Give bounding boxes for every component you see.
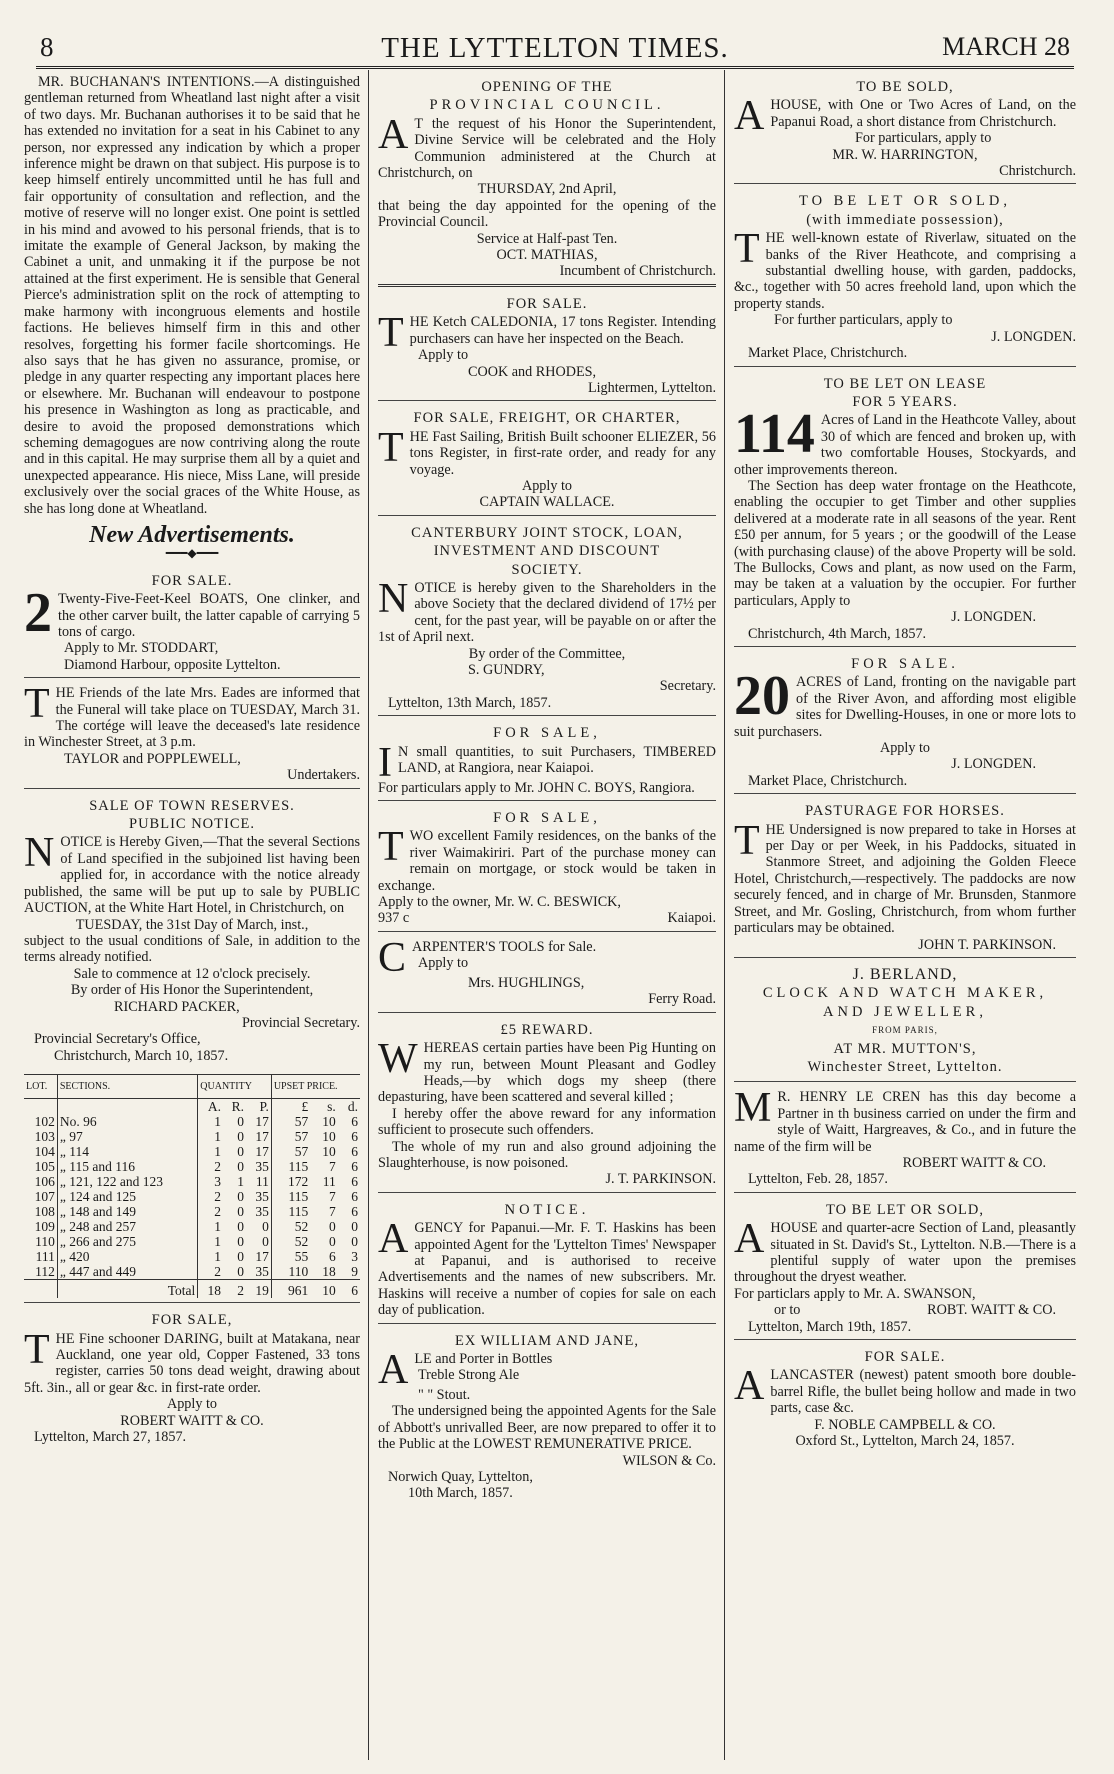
lots-table xyxy=(24,1074,360,1298)
table-cell: 17 xyxy=(255,1144,269,1160)
ad-funeral xyxy=(24,682,360,788)
ad-reward xyxy=(378,1017,716,1193)
ad-name: Mrs. HUGHLINGS, xyxy=(468,974,585,991)
ad-signer: S. GUNDRY, xyxy=(468,662,545,678)
ad-heading: £5 REWARD. xyxy=(500,1021,594,1038)
ad-signer: OCT. MATHIAS, xyxy=(496,247,598,264)
ad-firm: F. NOBLE CAMPBELL & CO. xyxy=(814,1416,996,1433)
ad-signer-title: Secretary. xyxy=(659,678,716,695)
ad-place: Market Place, Christchurch. xyxy=(748,345,908,362)
table-cell: 172 xyxy=(271,1174,310,1189)
ad-body-3: The whole of my run and also ground adjoining the Slaughterhouse, is now poisoned. xyxy=(378,1138,716,1171)
ad-lease xyxy=(734,371,1076,648)
table-cell: 6 xyxy=(351,1159,358,1175)
total-label: Total xyxy=(57,1280,197,1299)
table-cell: 0 xyxy=(328,1234,336,1250)
ad-body: HE Undersigned is now prepared to take in Horses at per Day or per Week, in his Paddocks, situated in Stanmore Street, and adjoining the Golden Fleece Hotel, Christchurch,—respectively. The paddocks are now securely fenced, and in charge of Mr. Brunsden, Stanmore Street, and Mr. Gosling, Christchurch, from whom further particulars may be obtained. xyxy=(734,821,1076,937)
dropcap: T xyxy=(378,310,404,357)
issue-date: MARCH 28 xyxy=(942,32,1070,61)
ad-name: J. LONGDEN. xyxy=(951,756,1036,773)
ad-place: Market Place, Christchurch. xyxy=(748,772,908,789)
dropcap: A xyxy=(378,1347,409,1393)
table-cell: 52 xyxy=(271,1219,310,1234)
ad-heading: CANTERBURY JOINT STOCK, LOAN, xyxy=(411,524,683,541)
table-cell: 2 xyxy=(223,1280,246,1299)
table-cell: 0 xyxy=(237,1159,245,1175)
dropcap: 20 xyxy=(734,665,790,728)
ad-date: Lyttelton, March 27, 1857. xyxy=(34,1429,187,1445)
dropcap: M xyxy=(734,1085,772,1132)
table-cell: „ 124 and 125 xyxy=(57,1189,197,1204)
column-divider xyxy=(368,70,369,1760)
dropcap: 114 xyxy=(734,403,815,466)
ad-heading: OPENING OF THE xyxy=(481,79,613,95)
table-cell: „ 248 and 257 xyxy=(57,1219,197,1234)
ad-place: Christchurch. xyxy=(999,163,1076,180)
ad-boats xyxy=(24,568,360,678)
table-cell: 0 xyxy=(237,1219,245,1235)
table-cell: 0 xyxy=(237,1189,245,1205)
ad-apply: For particulars apply to Mr. JOHN C. BOYS, Rangiora. xyxy=(378,779,695,796)
ad-heading: INVESTMENT AND DISCOUNT xyxy=(433,543,661,560)
ad-eliezer xyxy=(378,405,716,515)
ad-pasturage xyxy=(734,798,1076,958)
ad-body-2: The Section has deep water frontage on the Heathcote, enabling the occupier to get Timber and other supplies delivered at a moderate rate in all seasons of the year. Rent £50 per annum, for 5 years ; or the goodwill of the Lease (with purchasing clause) of the above Property will be sold. The Bullocks, Cows and plant, as now used on the Farm, may be taken at a valuation by the occupier. For further particulars, Apply to xyxy=(734,477,1076,609)
ad-firm: COOK and RHODES, xyxy=(468,363,597,380)
dropcap: T xyxy=(24,681,50,728)
ad-heading: FOR SALE, xyxy=(493,810,601,827)
table-cell: 3 xyxy=(351,1249,358,1265)
unit-label: P. xyxy=(259,1099,269,1115)
ad-riverlaw xyxy=(734,188,1076,366)
ad-apply: For particlars apply to Mr. A. SWANSON, xyxy=(734,1285,976,1302)
ad-line: LE and Porter in Bottles xyxy=(414,1351,553,1367)
ad-rifle xyxy=(734,1344,1076,1453)
table-cell: 35 xyxy=(255,1159,269,1175)
page-number: 8 xyxy=(40,32,54,62)
ad-name: MR. W. HARRINGTON, xyxy=(832,146,978,163)
ad-apply: Apply to xyxy=(418,347,469,364)
table-row xyxy=(24,1129,360,1144)
ad-body: HEREAS certain parties have been Pig Hunting on my run, between Mount Pleasant and Godley Heads,—by which dogs my sheep (there depasturing, have been scattered and several killed ; xyxy=(378,1040,716,1106)
ad-heading: J. BERLAND, xyxy=(852,965,958,983)
table-cell: 17 xyxy=(255,1129,269,1145)
ad-heading: FOR SALE, xyxy=(493,725,601,742)
table-cell: 6 xyxy=(351,1144,358,1160)
table-row xyxy=(24,1219,360,1234)
ad-body: Twenty-Five-Feet-Keel BOATS, One clinker, and the other carver built, the latter capable of carrying 5 tons of cargo. xyxy=(58,591,360,640)
table-cell: 10 xyxy=(322,1129,336,1145)
table-cell: 2 xyxy=(198,1264,223,1280)
table-cell: 1 xyxy=(198,1129,223,1144)
dropcap: T xyxy=(378,424,404,471)
table-cell: 57 xyxy=(271,1144,310,1159)
table-cell: 18 xyxy=(322,1264,336,1280)
table-cell: 111 xyxy=(35,1249,55,1265)
dropcap: C xyxy=(378,934,407,981)
ad-town-reserves xyxy=(24,793,360,1304)
unit-label: d. xyxy=(347,1099,358,1115)
table-cell: 106 xyxy=(34,1174,55,1190)
ad-notice-papanui xyxy=(378,1197,716,1324)
lots-table-body xyxy=(24,1114,360,1280)
table-cell: 0 xyxy=(237,1264,245,1280)
table-cell: 35 xyxy=(255,1264,269,1280)
article-title: MR. BUCHANAN'S INTENTIONS. xyxy=(38,74,255,90)
table-cell: 0 xyxy=(262,1234,269,1250)
ad-apply: Apply to xyxy=(521,477,573,494)
table-cell: 0 xyxy=(237,1249,245,1265)
ad-body: N small quantities, to suit Purchasers, TIMBERED LAND, at Rangiora, near Kaiapoi. xyxy=(398,743,716,777)
ad-subheading: (with immediate possession), xyxy=(806,211,1004,228)
table-cell: 1 xyxy=(198,1249,223,1264)
ad-body: R. HENRY LE CREN has this day become a Partner in th business carried on under the firm and style of Waitt, Hargreaves, & Co., and in future the name of the firm will be xyxy=(734,1089,1076,1155)
ad-apply: Apply to xyxy=(418,955,469,972)
table-cell: 17 xyxy=(255,1249,269,1265)
ad-body: ACRES of Land, fronting on the navigable part of the River Avon, and affording most eligible sites for Dwelling-Houses, in one or more lots to suit purchasers. xyxy=(734,674,1076,740)
table-cell: 7 xyxy=(328,1189,336,1205)
table-cell: 6 xyxy=(328,1249,336,1265)
column-2 xyxy=(378,74,716,1510)
table-cell: 110 xyxy=(271,1264,310,1280)
table-cell: 115 xyxy=(271,1204,310,1219)
ad-heading: PROVINCIAL COUNCIL. xyxy=(429,97,665,114)
table-cell: 3 xyxy=(198,1174,223,1189)
ad-date-line: TUESDAY, the 31st Day of March, inst., xyxy=(75,916,309,933)
masthead-rule xyxy=(36,66,1074,69)
table-cell: „ 115 and 116 xyxy=(57,1159,197,1174)
table-cell: 105 xyxy=(34,1159,55,1175)
ad-line: Treble Strong Ale xyxy=(418,1367,520,1384)
table-cell: 0 xyxy=(237,1234,245,1250)
dropcap: A xyxy=(378,111,409,158)
dropcap: A xyxy=(734,1363,765,1410)
table-cell: 0 xyxy=(351,1219,358,1235)
table-cell: 0 xyxy=(328,1219,336,1235)
ad-place: Oxford St., Lyttelton, March 24, 1857. xyxy=(795,1433,1015,1450)
ad-avon-land xyxy=(734,651,1076,794)
table-cell: 10 xyxy=(322,1114,336,1130)
ad-body: HE Ketch CALEDONIA, 17 tons Register. Intending purchasers can have her inspected on the Beach. xyxy=(409,314,716,347)
ad-signer-title: Provincial Secretary. xyxy=(241,1014,360,1031)
ad-heading: TO BE LET OR SOLD, xyxy=(825,1201,985,1218)
table-cell: 961 xyxy=(271,1280,310,1299)
ad-place: Norwich Quay, Lyttelton, xyxy=(388,1469,533,1486)
table-cell: 1 xyxy=(237,1174,245,1190)
ad-line: " " Stout. xyxy=(418,1387,471,1403)
table-cell: 115 xyxy=(271,1159,310,1174)
ad-name: J. LONGDEN. xyxy=(951,609,1036,626)
table-cell: 11 xyxy=(255,1174,269,1190)
ad-heading: FOR SALE, FREIGHT, OR CHARTER, xyxy=(413,410,681,427)
table-cell: 107 xyxy=(34,1189,55,1205)
ad-body: OTICE is Hereby Given,—That the several Sections of Land specified in the subjoined list having been applied for, in accordance with the notice already published, the same will be put up to sale by PUBLIC AUCTION, at the White Hart Hotel, in Christchurch, on xyxy=(24,834,360,917)
ad-body: WO excellent Family residences, on the banks of the river Waimakiriri. Part of the purchase money can remain on mortgage, or stock would be taken in exchange. xyxy=(378,828,716,894)
ad-st-davids xyxy=(734,1197,1076,1340)
table-cell: 57 xyxy=(271,1129,310,1144)
ad-office-date: Christchurch, March 10, 1857. xyxy=(54,1047,229,1064)
table-row xyxy=(24,1144,360,1159)
ad-heading: FOR SALE. xyxy=(151,572,233,589)
unit-label: £ xyxy=(271,1099,310,1115)
ad-address: Diamond Harbour, opposite Lyttelton. xyxy=(64,656,281,673)
ad-residences xyxy=(378,805,716,932)
table-cell: 2 xyxy=(198,1189,223,1204)
ad-body: HE Fine schooner DARING, built at Matakana, near Auckland, one year old, Copper Fastened, 33 tons register, carries 50 tons dead weight, drawing about 5ft. 3in., all or gear &c. in first-rate order. xyxy=(24,1330,360,1396)
ad-body: ARPENTER'S TOOLS for Sale. xyxy=(412,938,597,955)
ad-body: OTICE is hereby given to the Shareholders in the above Society that the declared dividend of 17½ per cent, for the past year, will be payable on or after the 1st of April next. xyxy=(378,579,716,646)
table-cell: 35 xyxy=(255,1189,269,1205)
ad-daring xyxy=(24,1307,360,1449)
dropcap: I xyxy=(378,739,392,786)
ad-subheading: FOR 5 YEARS. xyxy=(852,393,958,410)
table-cell: 11 xyxy=(322,1174,336,1190)
ad-body: The undersigned being the appointed Agents for the Sale of Abbott's unrivalled Beer, are now prepared to offer it to the Public at the LOWEST REMUNERATIVE PRICE. xyxy=(378,1403,716,1453)
table-cell: 102 xyxy=(34,1114,55,1130)
ad-carpenter-tools xyxy=(378,936,716,1013)
table-row xyxy=(24,1174,360,1189)
table-row xyxy=(24,1234,360,1249)
ad-papanui-house xyxy=(734,74,1076,184)
table-cell: 2 xyxy=(198,1204,223,1219)
table-cell: 1 xyxy=(198,1234,223,1249)
dropcap: T xyxy=(734,226,760,273)
column-3 xyxy=(734,74,1076,1457)
dropcap: N xyxy=(378,575,409,622)
table-cell: 0 xyxy=(237,1144,245,1160)
ad-or: or to xyxy=(774,1302,801,1319)
table-cell: 35 xyxy=(255,1204,269,1220)
section-header: New Advertisements. xyxy=(89,521,295,548)
ad-signer: J. T. PARKINSON. xyxy=(605,1171,716,1188)
ad-body: HOUSE and quarter-acre Section of Land, pleasantly situated in St. David's St., Lyttelton. N.B.—There is a plentiful supply of water upon the premises throughout the dryest weather. xyxy=(734,1220,1076,1286)
ad-apply: Apply to xyxy=(166,1396,218,1413)
dropcap: T xyxy=(734,817,760,864)
ad-heading: TO BE SOLD, xyxy=(856,79,954,95)
table-row xyxy=(24,1204,360,1219)
ornament-divider: ━━━◆━━━ xyxy=(165,546,219,561)
table-cell: 0 xyxy=(351,1234,358,1250)
ad-signer-title: Incumbent of Christchurch. xyxy=(559,263,716,280)
unit-label: R. xyxy=(231,1099,245,1115)
table-cell: 9 xyxy=(351,1264,358,1280)
table-cell: „ 266 and 275 xyxy=(57,1234,197,1249)
ad-heading: SALE OF TOWN RESERVES. xyxy=(89,797,295,814)
unit-label: A. xyxy=(198,1099,223,1115)
table-cell: 2 xyxy=(198,1159,223,1174)
table-cell: 104 xyxy=(34,1144,55,1160)
table-row xyxy=(24,1264,360,1280)
total-row xyxy=(24,1280,360,1299)
masthead xyxy=(36,30,1074,66)
table-cell: 6 xyxy=(338,1280,360,1299)
unit-label: s. xyxy=(327,1099,336,1115)
table-cell: 18 xyxy=(198,1280,223,1299)
table-cell: 0 xyxy=(237,1114,245,1130)
dropcap: A xyxy=(734,1216,765,1263)
table-cell: 115 xyxy=(271,1189,310,1204)
column-1 xyxy=(24,74,360,1453)
ad-society xyxy=(378,520,716,716)
ad-heading: AND JEWELLER, xyxy=(823,1003,987,1020)
table-row xyxy=(24,1159,360,1174)
ad-heading: FOR SALE. xyxy=(864,1349,946,1366)
ad-service: Service at Half-past Ten. xyxy=(476,230,618,247)
ad-place: Winchester Street, Lyttelton. xyxy=(807,1058,1003,1075)
table-cell: 112 xyxy=(35,1264,55,1280)
table-cell: 1 xyxy=(198,1219,223,1234)
ad-place: Ferry Road. xyxy=(648,991,716,1008)
article-body: —A distinguished gentleman returned from Wheatland last night after a visit of two days. Mr. Buchanan authorises it to be said that he has extended no invitation for a seat in his Cabinet to any person, nor expressed any indication by which a proper inference might be drawn on that subject. His purpose is to keep himself entirely uncommitted until he has full and fair opportunity of consultation and reflection, and the motive of reserve will no longer exist. One point is settled in his mind and avowed to his personal friends, that is to imitate the example of General Jackson, by making the Cabinet a unit, and unmaking it if the purpose be not attained at the first experiment. He is sensible that General Pierce's administration split on the rock of attempting to make harmony with incongruous elements and hostile factions. He believes himself firm in this and other resolves, forgetting his former facile shortcomings. He also says that he has given no assurance, promise, or pledge in any quarter respecting any important places here or elsewhere. Mr. Buchanan will endeavour to postpone his presence in Washington as long as practicable, and desire to avoid the proposed demonstrations which scheming demagogues are now contriving along the route and in this capital. He may surprise them all by a quiet and unexpected appearance. His niece, Miss Lane, will preside exclusively over the social graces of the White House, as she has long done at Wheatland. xyxy=(24,74,360,517)
table-cell: 10 xyxy=(322,1144,336,1160)
ad-from: FROM PARIS, xyxy=(872,1025,938,1036)
ad-at: AT MR. MUTTON'S, xyxy=(833,1040,977,1057)
table-cell: 6 xyxy=(351,1114,358,1130)
newspaper-title: THE LYTTELTON TIMES. xyxy=(381,32,729,64)
ad-body: HE well-known estate of Riverlaw, situated on the banks of the River Heathcote, and comprising a substantial dwelling house, with garden, paddocks, &c., together with 50 acres freehold land, upon which the property stands. xyxy=(734,230,1076,312)
ad-berland xyxy=(734,962,1076,1082)
ad-apply: Apply to Mr. STODDART, xyxy=(64,640,219,657)
ad-apply: For further particulars, apply to xyxy=(774,312,953,329)
ad-firm: TAYLOR and POPPLEWELL, xyxy=(64,750,241,767)
ad-heading: PASTURAGE FOR HORSES. xyxy=(805,803,1005,820)
ad-subheading: PUBLIC NOTICE. xyxy=(129,816,255,833)
table-cell: „ 148 and 149 xyxy=(57,1204,197,1219)
table-cell: „ 447 and 449 xyxy=(57,1264,197,1280)
ad-date: Lyttelton, 13th March, 1857. xyxy=(388,694,552,711)
table-cell: 19 xyxy=(246,1280,271,1299)
table-cell: 52 xyxy=(271,1234,310,1249)
dropcap: 2 xyxy=(24,582,52,645)
table-cell: 6 xyxy=(351,1129,358,1145)
table-cell: 6 xyxy=(351,1189,358,1205)
table-cell: 7 xyxy=(328,1159,336,1175)
ad-apply: For particulars, apply to xyxy=(855,130,992,147)
table-cell: 55 xyxy=(271,1249,310,1264)
dropcap: A xyxy=(734,93,765,140)
ad-heading: TO BE LET OR SOLD, xyxy=(798,193,1012,210)
table-row xyxy=(24,1249,360,1264)
table-cell: No. 96 xyxy=(57,1114,197,1129)
dropcap: N xyxy=(24,830,55,877)
ad-role: Lightermen, Lyttelton. xyxy=(587,379,716,396)
column-header: LOT. xyxy=(24,1075,57,1099)
table-cell: 103 xyxy=(34,1129,55,1145)
column-header: UPSET PRICE. xyxy=(271,1075,360,1099)
table-cell: 108 xyxy=(34,1204,55,1220)
column-header: SECTIONS. xyxy=(57,1075,197,1099)
ad-caledonia xyxy=(378,291,716,401)
table-cell: 6 xyxy=(351,1174,358,1190)
ad-body-2: subject to the usual conditions of Sale, in addition to the terms already notified. xyxy=(24,932,360,966)
table-row xyxy=(24,1189,360,1204)
ad-ref: 937 c xyxy=(378,910,410,927)
ad-date: Christchurch, 4th March, 1857. xyxy=(748,625,927,642)
ad-body: LANCASTER (newest) patent smooth bore double-barrel Rifle, the bullet being hollow and made in two parts, case &c. xyxy=(770,1367,1076,1417)
ad-body-2: that being the day appointed for the opening of the Provincial Council. xyxy=(378,197,716,231)
ad-ale-porter xyxy=(378,1328,716,1506)
ad-body: HOUSE, with One or Two Acres of Land, on the Papanui Road, a short distance from Christchurch. xyxy=(770,97,1076,130)
ad-place: Kaiapoi. xyxy=(667,910,716,927)
table-cell: 1 xyxy=(198,1144,223,1159)
ad-order: By order of the Committee, xyxy=(468,645,626,662)
table-cell: 57 xyxy=(271,1114,310,1129)
table-cell: 6 xyxy=(351,1204,358,1220)
dropcap: T xyxy=(24,1326,50,1373)
ad-signer: JOHN T. PARKINSON. xyxy=(918,936,1056,953)
ad-heading: FOR SALE. xyxy=(506,295,588,312)
ad-body-2: I hereby offer the above reward for any information sufficient to prosecute such offenders. xyxy=(378,1105,716,1139)
article-buchanan xyxy=(24,74,360,517)
ad-order: By order of His Honor the Superintendent, xyxy=(70,982,314,999)
table-cell: 17 xyxy=(255,1114,269,1130)
ad-firm: ROBERT WAITT & CO. xyxy=(120,1412,264,1429)
ad-body: HE Friends of the late Mrs. Eades are informed that the Funeral will take place on TUESDAY, March 31. The cortége will leave the deceased's late residence in Winchester Street, at 3 p.m. xyxy=(24,685,360,751)
table-cell: 0 xyxy=(262,1219,269,1235)
ad-name: CAPTAIN WALLACE. xyxy=(479,494,615,511)
ad-heading: SOCIETY. xyxy=(511,561,583,578)
ad-heading: EX WILLIAM AND JANE, xyxy=(454,1332,640,1349)
table-cell: 109 xyxy=(34,1219,55,1235)
ad-partner xyxy=(734,1086,1076,1192)
ad-heading: FOR SALE. xyxy=(851,656,959,672)
ad-date: Lyttelton, March 19th, 1857. xyxy=(748,1318,912,1335)
ad-heading: CLOCK AND WATCH MAKER, xyxy=(762,985,1048,1002)
ad-heading: TO BE LET ON LEASE xyxy=(823,375,987,392)
ad-signer: RICHARD PACKER, xyxy=(114,998,240,1015)
table-cell: 110 xyxy=(35,1234,55,1250)
table-cell: „ 121, 122 and 123 xyxy=(57,1174,197,1189)
ad-firm: WILSON & Co. xyxy=(622,1452,716,1469)
table-cell: „ 420 xyxy=(57,1249,197,1264)
table-cell: „ 97 xyxy=(57,1129,197,1144)
ad-commence: Sale to commence at 12 o'clock precisely. xyxy=(73,965,311,982)
table-row xyxy=(24,1114,360,1129)
ad-date: Lyttelton, Feb. 28, 1857. xyxy=(748,1171,888,1188)
ad-body: HE Fast Sailing, British Built schooner ELIEZER, 56 tons Register, in first-rate order, and ready for any voyage. xyxy=(409,428,716,478)
ad-apply: Apply to the owner, Mr. W. C. BESWICK, xyxy=(378,894,621,911)
dropcap: T xyxy=(378,824,404,871)
ad-apply: Apply to xyxy=(879,740,931,757)
ad-office: Provincial Secretary's Office, xyxy=(34,1031,201,1048)
table-cell: 7 xyxy=(328,1204,336,1220)
dropcap: W xyxy=(378,1036,418,1083)
ad-body: Acres of Land in the Heathcote Valley, about 30 of which are fenced and broken up, with two comfortable Houses, Stockyards, and other improvements thereon. xyxy=(734,412,1076,478)
ad-date: 10th March, 1857. xyxy=(408,1485,513,1502)
table-cell: „ 114 xyxy=(57,1144,197,1159)
ad-body: T the request of his Honor the Superintendent, Divine Service will be celebrated and the Holy Communion administered at the Church at Christchurch, on xyxy=(378,115,716,182)
ad-timbered-land xyxy=(378,720,716,801)
table-cell: 0 xyxy=(237,1204,245,1220)
ad-provincial-council xyxy=(378,74,716,287)
ad-role: Undertakers. xyxy=(287,767,360,784)
table-cell: 0 xyxy=(237,1129,245,1145)
ad-heading: FOR SALE, xyxy=(151,1312,233,1329)
ad-name: J. LONGDEN. xyxy=(991,328,1076,345)
column-header: QUANTITY xyxy=(198,1075,272,1099)
ad-firm: ROBERT WAITT & CO. xyxy=(902,1154,1046,1171)
table-cell: 10 xyxy=(310,1280,337,1299)
table-cell: 1 xyxy=(198,1114,223,1129)
ad-date-line: THURSDAY, 2nd April, xyxy=(477,181,617,198)
column-divider xyxy=(724,70,725,1760)
dropcap: A xyxy=(378,1216,409,1263)
ad-firm: ROBT. WAITT & CO. xyxy=(927,1302,1056,1319)
ad-body: GENCY for Papanui.—Mr. F. T. Haskins has been appointed Agent for the 'Lyttelton Times' Newspaper at Papanui, and is authorised to receive Advertisements and the names of new subscribers. Mr. Haskins will receive a number of copies for sale on each day of publication. xyxy=(378,1220,716,1319)
ad-heading: NOTICE. xyxy=(504,1201,590,1218)
